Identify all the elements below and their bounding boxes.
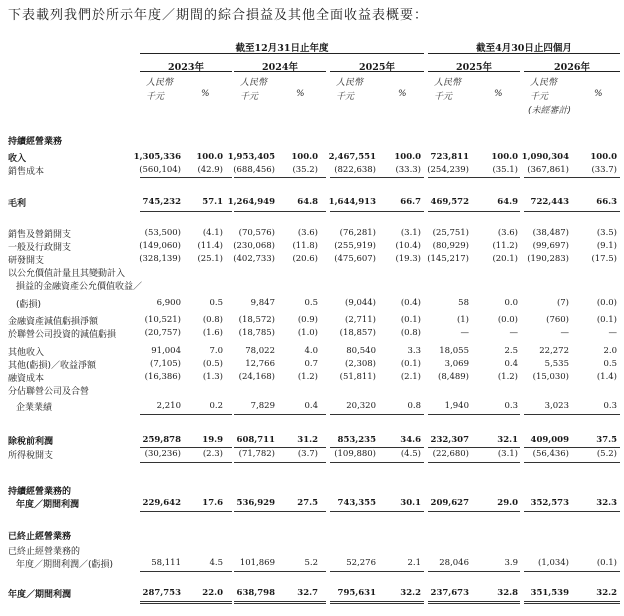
percent-cell: (0.0) [497, 315, 518, 325]
percent-cell: 0.7 [304, 359, 318, 369]
amount-cell: 5,535 [544, 359, 569, 369]
unit-label-top: 人民幣 [530, 78, 558, 88]
amount-cell: — [560, 328, 569, 338]
row-label: 年度／期間利潤／(虧損) [16, 560, 114, 570]
subtotal-rule [428, 177, 520, 178]
amount-cell: 91,004 [151, 346, 181, 356]
amount-cell: 58,111 [151, 558, 181, 568]
percent-cell: (11.4) [197, 241, 223, 251]
percent-cell: 7.0 [209, 346, 223, 356]
row-label: 一般及行政開支 [8, 243, 72, 253]
percent-cell: — [509, 328, 518, 338]
percent-cell: (35.1) [492, 165, 518, 175]
percent-cell: (20.1) [492, 254, 518, 264]
group-rule-period [428, 53, 620, 54]
unit-label-bottom: 千元 [530, 92, 549, 102]
percent-cell: (3.5) [596, 228, 617, 238]
pct-label: % [398, 89, 407, 99]
subtotal-rule [234, 414, 326, 415]
amount-cell: 52,276 [346, 558, 376, 568]
subtotal-rule [140, 211, 232, 212]
percent-cell: (0.9) [297, 315, 318, 325]
percent-cell: (33.3) [395, 165, 421, 175]
year-header: 2025年 [359, 62, 395, 73]
subtotal-rule [140, 462, 232, 463]
percent-cell: (10.4) [395, 241, 421, 251]
group-header-year: 截至12月31日止年度 [235, 43, 329, 54]
subtotal-rule [524, 414, 620, 415]
amount-cell: (18,857) [339, 328, 376, 338]
intro-text: 下表載列我們於所示年度／期間的綜合損益及其他全面收益表概要： [8, 8, 429, 23]
percent-cell: 0.5 [209, 298, 223, 308]
amount-cell: 638,798 [236, 588, 275, 598]
amount-cell: 20,320 [346, 401, 376, 411]
percent-cell: (4.1) [202, 228, 223, 238]
percent-cell: 17.6 [202, 498, 223, 508]
percent-cell: 4.0 [304, 346, 318, 356]
percent-cell: (2.1) [400, 372, 421, 382]
row-label: 持續經營業務的 [8, 487, 72, 497]
amount-cell: (109,880) [334, 449, 376, 459]
percent-cell: (17.5) [591, 254, 617, 264]
subtotal-rule [234, 571, 326, 572]
year-rule [140, 71, 232, 72]
amount-cell: (18,572) [238, 315, 275, 325]
percent-cell: (9.1) [596, 241, 617, 251]
percent-cell: (42.9) [197, 165, 223, 175]
amount-cell: 1,953,405 [227, 152, 275, 162]
percent-cell: 57.1 [202, 197, 223, 207]
amount-cell: 853,235 [337, 435, 376, 445]
amount-cell: (15,030) [532, 372, 569, 382]
amount-cell: (70,576) [238, 228, 275, 238]
amount-cell: 6,900 [156, 298, 181, 308]
amount-cell: (16,386) [144, 372, 181, 382]
percent-cell: (3.7) [297, 449, 318, 459]
amount-cell: 12,766 [245, 359, 275, 369]
year-rule [428, 71, 520, 72]
amount-cell: 232,307 [430, 435, 469, 445]
amount-cell: (38,487) [532, 228, 569, 238]
year-header: 2026年 [554, 62, 590, 73]
amount-cell: (1,034) [538, 558, 569, 568]
percent-cell: (0.0) [596, 298, 617, 308]
percent-cell: 2.0 [603, 346, 617, 356]
percent-cell: (1.0) [297, 328, 318, 338]
amount-cell: 9,847 [250, 298, 275, 308]
subtotal-rule [330, 462, 424, 463]
percent-cell: 19.9 [202, 435, 223, 445]
amount-cell: (688,456) [233, 165, 275, 175]
year-rule [234, 71, 326, 72]
subtotal-rule [234, 511, 326, 512]
percent-cell: 22.0 [202, 588, 223, 598]
amount-cell: (402,733) [233, 254, 275, 264]
subtotal-rule [524, 447, 620, 448]
row-label: 所得稅開支 [8, 451, 54, 461]
percent-cell: 3.9 [504, 558, 518, 568]
amount-cell: 80,540 [346, 346, 376, 356]
percent-cell: 66.3 [596, 197, 617, 207]
amount-cell: 7,829 [250, 401, 275, 411]
year-header: 2025年 [456, 62, 492, 73]
amount-cell: 22,272 [539, 346, 569, 356]
row-label: 銷售及營銷開支 [8, 230, 72, 240]
percent-cell: (2.3) [202, 449, 223, 459]
percent-cell: 32.2 [400, 588, 421, 598]
amount-cell: 209,627 [430, 498, 469, 508]
percent-cell: (0.8) [202, 315, 223, 325]
percent-cell: (0.5) [202, 359, 223, 369]
percent-cell: (3.1) [497, 449, 518, 459]
amount-cell: (7) [556, 298, 569, 308]
percent-cell: (35.2) [292, 165, 318, 175]
amount-cell: (56,436) [532, 449, 569, 459]
amount-cell: (9,044) [345, 298, 376, 308]
percent-cell: 64.8 [297, 197, 318, 207]
subtotal-rule [428, 571, 520, 572]
amount-cell: 1,940 [444, 401, 469, 411]
row-label: (虧損) [16, 300, 42, 310]
percent-cell: (1.4) [596, 372, 617, 382]
amount-cell: (24,168) [238, 372, 275, 382]
percent-cell: (3.6) [497, 228, 518, 238]
amount-cell: 409,009 [530, 435, 569, 445]
percent-cell: 4.5 [209, 558, 223, 568]
subtotal-rule [330, 177, 424, 178]
unit-label-bottom: 千元 [434, 92, 453, 102]
amount-cell: 3,023 [544, 401, 569, 411]
row-label: 研發開支 [8, 256, 45, 266]
row-label: 年度／期間利潤 [16, 500, 80, 510]
amount-cell: 1,305,336 [133, 152, 181, 162]
row-label: 損益的金融資產公允價值收益／ [16, 282, 143, 292]
amount-cell: (10,521) [144, 315, 181, 325]
subtotal-rule [234, 211, 326, 212]
percent-cell: — [608, 328, 617, 338]
subtotal-rule [330, 511, 424, 512]
amount-cell: (149,060) [139, 241, 181, 251]
total-double-rule [524, 601, 620, 604]
row-label: 以公允價值計量且其變動計入 [8, 269, 126, 279]
amount-cell: (475,607) [334, 254, 376, 264]
percent-cell: 66.7 [400, 197, 421, 207]
total-double-rule [140, 601, 232, 604]
group-header-period: 截至4月30日止四個月 [476, 43, 572, 54]
row-label: 其他收入 [8, 348, 45, 358]
row-label: 除稅前利潤 [8, 437, 54, 447]
row-label: 企業業績 [16, 403, 53, 413]
row-label: 持續經營業務 [8, 137, 63, 147]
amount-cell: 237,673 [430, 588, 469, 598]
pct-label: % [201, 89, 210, 99]
percent-cell: (11.8) [292, 241, 318, 251]
year-header: 2023年 [168, 62, 204, 73]
amount-cell: 78,022 [245, 346, 275, 356]
percent-cell: (11.2) [492, 241, 518, 251]
unit-label-top: 人民幣 [434, 78, 462, 88]
percent-cell: (0.1) [596, 315, 617, 325]
row-label: 銷售成本 [8, 167, 45, 177]
row-label: 金融資產減值虧損淨額 [8, 317, 99, 327]
amount-cell: 18,055 [439, 346, 469, 356]
amount-cell: 259,878 [142, 435, 181, 445]
amount-cell: (560,104) [139, 165, 181, 175]
unit-label-top: 人民幣 [146, 78, 174, 88]
pct-label: % [494, 89, 503, 99]
row-label: 年度／期間利潤 [8, 590, 72, 600]
subtotal-rule [330, 447, 424, 448]
percent-cell: 37.5 [596, 435, 617, 445]
subtotal-rule [428, 211, 520, 212]
year-rule [524, 71, 620, 72]
row-label: 已終止經營業務的 [8, 547, 81, 557]
pct-label: % [296, 89, 305, 99]
amount-cell: (80,929) [432, 241, 469, 251]
subtotal-rule [234, 447, 326, 448]
amount-cell: (51,811) [339, 372, 376, 382]
percent-cell: 3.3 [407, 346, 421, 356]
amount-cell: (255,919) [334, 241, 376, 251]
percent-cell: 0.5 [304, 298, 318, 308]
amount-cell: (18,785) [238, 328, 275, 338]
amount-cell: (2,711) [345, 315, 376, 325]
percent-cell: 0.3 [603, 401, 617, 411]
percent-cell: 100.0 [291, 152, 318, 162]
amount-cell: 351,539 [530, 588, 569, 598]
amount-cell: (8,489) [438, 372, 469, 382]
amount-cell: 1,264,949 [227, 197, 275, 207]
percent-cell: 64.9 [497, 197, 518, 207]
amount-cell: 287,753 [142, 588, 181, 598]
unit-label-top: 人民幣 [240, 78, 268, 88]
amount-cell: (7,105) [150, 359, 181, 369]
row-label: 已終止經營業務 [8, 532, 72, 542]
percent-cell: (19.3) [395, 254, 421, 264]
percent-cell: 29.0 [497, 498, 518, 508]
amount-cell: 229,642 [142, 498, 181, 508]
amount-cell: (22,680) [432, 449, 469, 459]
row-label: 毛利 [8, 199, 27, 209]
percent-cell: (1.2) [297, 372, 318, 382]
subtotal-rule [140, 571, 232, 572]
subtotal-rule [524, 571, 620, 572]
percent-cell: 100.0 [394, 152, 421, 162]
subtotal-rule [524, 511, 620, 512]
amount-cell: 795,631 [337, 588, 376, 598]
subtotal-rule [140, 447, 232, 448]
row-label: 於聯營公司投資的減值虧損 [8, 330, 117, 340]
amount-cell: (190,283) [527, 254, 569, 264]
amount-cell: 1,090,304 [521, 152, 569, 162]
amount-cell: 2,467,551 [328, 152, 376, 162]
subtotal-rule [330, 414, 424, 415]
row-label: 其他(虧損)／收益淨額 [8, 361, 97, 371]
percent-cell: (0.8) [400, 328, 421, 338]
percent-cell: (5.2) [596, 449, 617, 459]
unit-label-bottom: 千元 [240, 92, 259, 102]
total-double-rule [428, 601, 520, 604]
amount-cell: 469,572 [430, 197, 469, 207]
amount-cell: (230,068) [233, 241, 275, 251]
amount-cell: (760) [546, 315, 569, 325]
amount-cell: 352,573 [530, 498, 569, 508]
percent-cell: (0.4) [400, 298, 421, 308]
unaudited-label: (未經審計) [528, 106, 572, 116]
amount-cell: (25,751) [432, 228, 469, 238]
percent-cell: (4.5) [400, 449, 421, 459]
amount-cell: (1) [456, 315, 469, 325]
amount-cell: (20,757) [144, 328, 181, 338]
amount-cell: 2,210 [156, 401, 181, 411]
percent-cell: 27.5 [297, 498, 318, 508]
subtotal-rule [428, 414, 520, 415]
amount-cell: 58 [458, 298, 469, 308]
subtotal-rule [428, 511, 520, 512]
percent-cell: 0.4 [504, 359, 518, 369]
percent-cell: (3.6) [297, 228, 318, 238]
amount-cell: (822,638) [334, 165, 376, 175]
row-label: 收入 [8, 154, 27, 164]
percent-cell: 34.6 [400, 435, 421, 445]
subtotal-rule [524, 211, 620, 212]
percent-cell: (20.6) [292, 254, 318, 264]
total-double-rule [330, 601, 424, 604]
amount-cell: — [460, 328, 469, 338]
percent-cell: 100.0 [491, 152, 518, 162]
row-label: 分佔聯營公司及合營 [8, 387, 90, 397]
amount-cell: 722,443 [530, 197, 569, 207]
amount-cell: (367,861) [527, 165, 569, 175]
percent-cell: (3.1) [400, 228, 421, 238]
percent-cell: 5.2 [304, 558, 318, 568]
percent-cell: (33.7) [591, 165, 617, 175]
unit-label-bottom: 千元 [336, 92, 355, 102]
percent-cell: 0.5 [603, 359, 617, 369]
unit-label-bottom: 千元 [146, 92, 165, 102]
amount-cell: (99,697) [532, 241, 569, 251]
unit-label-top: 人民幣 [336, 78, 364, 88]
percent-cell: 100.0 [196, 152, 223, 162]
percent-cell: (0.1) [400, 315, 421, 325]
percent-cell: 31.2 [297, 435, 318, 445]
percent-cell: 32.1 [497, 435, 518, 445]
subtotal-rule [428, 447, 520, 448]
percent-cell: 30.1 [400, 498, 421, 508]
percent-cell: (0.1) [596, 558, 617, 568]
pct-label: % [594, 89, 603, 99]
percent-cell: (0.1) [400, 359, 421, 369]
amount-cell: (254,239) [427, 165, 469, 175]
subtotal-rule [428, 462, 520, 463]
amount-cell: 28,046 [439, 558, 469, 568]
subtotal-rule [234, 177, 326, 178]
percent-cell: 32.8 [497, 588, 518, 598]
amount-cell: (328,139) [139, 254, 181, 264]
subtotal-rule [234, 462, 326, 463]
percent-cell: 0.8 [407, 401, 421, 411]
group-rule-year [140, 53, 424, 54]
subtotal-rule [330, 571, 424, 572]
percent-cell: (25.1) [197, 254, 223, 264]
amount-cell: (30,236) [144, 449, 181, 459]
amount-cell: (145,217) [427, 254, 469, 264]
amount-cell: 743,355 [337, 498, 376, 508]
percent-cell: 32.2 [596, 588, 617, 598]
percent-cell: 0.0 [504, 298, 518, 308]
subtotal-rule [524, 462, 620, 463]
amount-cell: (2,308) [345, 359, 376, 369]
amount-cell: 101,869 [239, 558, 275, 568]
percent-cell: (1.2) [497, 372, 518, 382]
year-rule [330, 71, 424, 72]
subtotal-rule [524, 177, 620, 178]
percent-cell: (1.3) [202, 372, 223, 382]
subtotal-rule [330, 211, 424, 212]
year-header: 2024年 [262, 62, 298, 73]
amount-cell: 1,644,913 [328, 197, 376, 207]
percent-cell: 0.2 [209, 401, 223, 411]
row-label: 融資成本 [8, 374, 45, 384]
subtotal-rule [140, 511, 232, 512]
percent-cell: 2.5 [504, 346, 518, 356]
amount-cell: (71,782) [238, 449, 275, 459]
percent-cell: 32.7 [297, 588, 318, 598]
percent-cell: 100.0 [590, 152, 617, 162]
amount-cell: 3,069 [444, 359, 469, 369]
percent-cell: 2.1 [407, 558, 421, 568]
subtotal-rule [140, 414, 232, 415]
amount-cell: 608,711 [236, 435, 275, 445]
total-double-rule [234, 601, 326, 604]
percent-cell: 32.3 [596, 498, 617, 508]
amount-cell: (76,281) [339, 228, 376, 238]
amount-cell: 536,929 [236, 498, 275, 508]
amount-cell: 723,811 [430, 152, 469, 162]
amount-cell: 745,232 [142, 197, 181, 207]
percent-cell: (1.6) [202, 328, 223, 338]
amount-cell: (53,500) [144, 228, 181, 238]
subtotal-rule [140, 177, 232, 178]
percent-cell: 0.4 [304, 401, 318, 411]
percent-cell: 0.3 [504, 401, 518, 411]
